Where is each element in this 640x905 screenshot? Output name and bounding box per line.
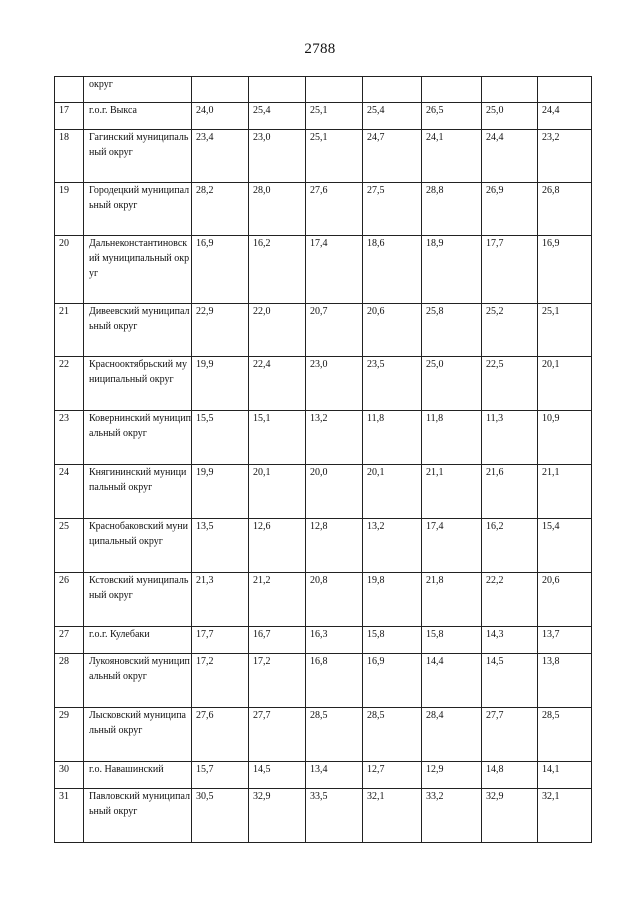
value-cell: 24,4 xyxy=(538,103,592,130)
value-cell: 32,1 xyxy=(363,789,422,843)
value-cell: 17,4 xyxy=(306,236,363,304)
municipality-name: Дивеевский муниципальный округ xyxy=(84,304,192,357)
value-cell: 21,1 xyxy=(538,465,592,519)
value-cell: 25,4 xyxy=(363,103,422,130)
value-cell: 19,8 xyxy=(363,573,422,627)
value-cell: 25,0 xyxy=(482,103,538,130)
value-cell: 21,6 xyxy=(482,465,538,519)
value-cell: 28,5 xyxy=(363,708,422,762)
table-row xyxy=(55,183,592,236)
value-cell: 26,8 xyxy=(538,183,592,236)
value-cell: 16,7 xyxy=(249,627,306,654)
value-cell: 14,3 xyxy=(482,627,538,654)
row-number: 18 xyxy=(55,130,84,183)
value-cell: 15,4 xyxy=(538,519,592,573)
row-number: 22 xyxy=(55,357,84,411)
table-row xyxy=(55,357,592,411)
value-cell: 17,7 xyxy=(192,627,249,654)
value-cell: 32,9 xyxy=(482,789,538,843)
value-cell: 26,5 xyxy=(422,103,482,130)
value-cell: 27,5 xyxy=(363,183,422,236)
municipality-name: г.о. Навашинский xyxy=(84,762,192,789)
value-cell: 18,6 xyxy=(363,236,422,304)
municipality-name: Городецкий муниципальный округ xyxy=(84,183,192,236)
table-row xyxy=(55,236,592,304)
value-cell: 15,8 xyxy=(422,627,482,654)
table-row xyxy=(55,130,592,183)
page-number: 2788 xyxy=(304,41,336,57)
value-cell: 17,7 xyxy=(482,236,538,304)
value-cell: 16,8 xyxy=(306,654,363,708)
value-cell: 14,1 xyxy=(538,762,592,789)
value-cell: 24,7 xyxy=(363,130,422,183)
table-row xyxy=(55,708,592,762)
value-cell: 25,4 xyxy=(249,103,306,130)
row-number: 21 xyxy=(55,304,84,357)
value-cell: 15,1 xyxy=(249,411,306,465)
table-body xyxy=(55,77,592,843)
table-row xyxy=(55,519,592,573)
value-cell: 13,2 xyxy=(306,411,363,465)
value-cell: 22,4 xyxy=(249,357,306,411)
value-cell: 27,7 xyxy=(249,708,306,762)
row-number: 31 xyxy=(55,789,84,843)
value-cell: 23,0 xyxy=(306,357,363,411)
value-cell: 16,9 xyxy=(192,236,249,304)
value-cell: 27,6 xyxy=(306,183,363,236)
table-row xyxy=(55,77,592,103)
value-cell: 15,8 xyxy=(363,627,422,654)
value-cell: 24,0 xyxy=(192,103,249,130)
value-cell xyxy=(363,77,422,103)
data-table xyxy=(54,76,592,843)
value-cell: 19,9 xyxy=(192,357,249,411)
value-cell: 22,9 xyxy=(192,304,249,357)
value-cell: 14,4 xyxy=(422,654,482,708)
value-cell: 12,8 xyxy=(306,519,363,573)
value-cell: 17,4 xyxy=(422,519,482,573)
value-cell: 30,5 xyxy=(192,789,249,843)
value-cell xyxy=(306,77,363,103)
value-cell xyxy=(249,77,306,103)
row-number: 26 xyxy=(55,573,84,627)
value-cell: 15,5 xyxy=(192,411,249,465)
municipality-name: Краснооктябрьский муниципальный округ xyxy=(84,357,192,411)
table-row xyxy=(55,627,592,654)
value-cell xyxy=(538,77,592,103)
value-cell: 20,1 xyxy=(363,465,422,519)
value-cell: 25,1 xyxy=(538,304,592,357)
value-cell: 19,9 xyxy=(192,465,249,519)
value-cell: 18,9 xyxy=(422,236,482,304)
value-cell: 12,6 xyxy=(249,519,306,573)
value-cell: 20,6 xyxy=(538,573,592,627)
value-cell: 21,2 xyxy=(249,573,306,627)
value-cell: 25,2 xyxy=(482,304,538,357)
value-cell: 28,5 xyxy=(538,708,592,762)
row-number: 29 xyxy=(55,708,84,762)
municipality-name: Гагинский муниципальный округ xyxy=(84,130,192,183)
value-cell: 25,8 xyxy=(422,304,482,357)
row-number: 19 xyxy=(55,183,84,236)
municipality-name: Кстовский муниципальный округ xyxy=(84,573,192,627)
value-cell: 10,9 xyxy=(538,411,592,465)
table-row xyxy=(55,654,592,708)
value-cell: 20,6 xyxy=(363,304,422,357)
table-row xyxy=(55,789,592,843)
value-cell: 23,5 xyxy=(363,357,422,411)
value-cell: 15,7 xyxy=(192,762,249,789)
value-cell: 20,1 xyxy=(249,465,306,519)
municipality-name: Княгининский муниципальный округ xyxy=(84,465,192,519)
value-cell: 28,8 xyxy=(422,183,482,236)
municipality-name: г.о.г. Выкса xyxy=(84,103,192,130)
value-cell: 25,0 xyxy=(422,357,482,411)
value-cell: 13,5 xyxy=(192,519,249,573)
value-cell: 28,5 xyxy=(306,708,363,762)
value-cell xyxy=(482,77,538,103)
row-number: 28 xyxy=(55,654,84,708)
value-cell: 20,0 xyxy=(306,465,363,519)
row-number: 23 xyxy=(55,411,84,465)
value-cell: 17,2 xyxy=(249,654,306,708)
row-number: 24 xyxy=(55,465,84,519)
value-cell: 14,8 xyxy=(482,762,538,789)
value-cell: 25,1 xyxy=(306,103,363,130)
value-cell: 17,2 xyxy=(192,654,249,708)
row-number: 27 xyxy=(55,627,84,654)
municipality-name: Ковернинский муниципальный округ xyxy=(84,411,192,465)
municipality-name: Дальнеконстантиновский муниципальный округ xyxy=(84,236,192,304)
municipality-name: Лукояновский муниципальный округ xyxy=(84,654,192,708)
value-cell: 13,7 xyxy=(538,627,592,654)
value-cell: 11,8 xyxy=(363,411,422,465)
value-cell: 16,2 xyxy=(249,236,306,304)
table-row xyxy=(55,411,592,465)
value-cell: 14,5 xyxy=(482,654,538,708)
row-number: 20 xyxy=(55,236,84,304)
value-cell: 13,4 xyxy=(306,762,363,789)
value-cell: 20,8 xyxy=(306,573,363,627)
value-cell: 20,7 xyxy=(306,304,363,357)
municipality-name: г.о.г. Кулебаки xyxy=(84,627,192,654)
value-cell: 32,1 xyxy=(538,789,592,843)
value-cell: 22,5 xyxy=(482,357,538,411)
row-number: 17 xyxy=(55,103,84,130)
municipality-name: Павловский муниципальный округ xyxy=(84,789,192,843)
row-number: 30 xyxy=(55,762,84,789)
value-cell: 16,9 xyxy=(363,654,422,708)
value-cell: 13,2 xyxy=(363,519,422,573)
value-cell: 23,0 xyxy=(249,130,306,183)
row-number xyxy=(55,77,84,103)
value-cell xyxy=(422,77,482,103)
table-row xyxy=(55,762,592,789)
value-cell: 28,0 xyxy=(249,183,306,236)
value-cell: 25,1 xyxy=(306,130,363,183)
value-cell: 32,9 xyxy=(249,789,306,843)
value-cell: 28,4 xyxy=(422,708,482,762)
value-cell: 22,0 xyxy=(249,304,306,357)
table-row xyxy=(55,304,592,357)
value-cell: 21,3 xyxy=(192,573,249,627)
value-cell xyxy=(192,77,249,103)
value-cell: 33,5 xyxy=(306,789,363,843)
municipality-name: Лысковский муниципальный округ xyxy=(84,708,192,762)
value-cell: 16,2 xyxy=(482,519,538,573)
value-cell: 26,9 xyxy=(482,183,538,236)
value-cell: 24,1 xyxy=(422,130,482,183)
value-cell: 12,9 xyxy=(422,762,482,789)
value-cell: 27,6 xyxy=(192,708,249,762)
value-cell: 12,7 xyxy=(363,762,422,789)
value-cell: 23,2 xyxy=(538,130,592,183)
value-cell: 11,8 xyxy=(422,411,482,465)
municipality-name: Краснобаковский муниципальный округ xyxy=(84,519,192,573)
value-cell: 22,2 xyxy=(482,573,538,627)
table-row xyxy=(55,573,592,627)
value-cell: 21,8 xyxy=(422,573,482,627)
value-cell: 16,9 xyxy=(538,236,592,304)
value-cell: 21,1 xyxy=(422,465,482,519)
row-number: 25 xyxy=(55,519,84,573)
value-cell: 27,7 xyxy=(482,708,538,762)
value-cell: 28,2 xyxy=(192,183,249,236)
table-row xyxy=(55,465,592,519)
value-cell: 11,3 xyxy=(482,411,538,465)
value-cell: 24,4 xyxy=(482,130,538,183)
municipality-name: округ xyxy=(84,77,192,103)
value-cell: 33,2 xyxy=(422,789,482,843)
value-cell: 16,3 xyxy=(306,627,363,654)
value-cell: 13,8 xyxy=(538,654,592,708)
value-cell: 14,5 xyxy=(249,762,306,789)
table-row xyxy=(55,103,592,130)
value-cell: 23,4 xyxy=(192,130,249,183)
value-cell: 20,1 xyxy=(538,357,592,411)
